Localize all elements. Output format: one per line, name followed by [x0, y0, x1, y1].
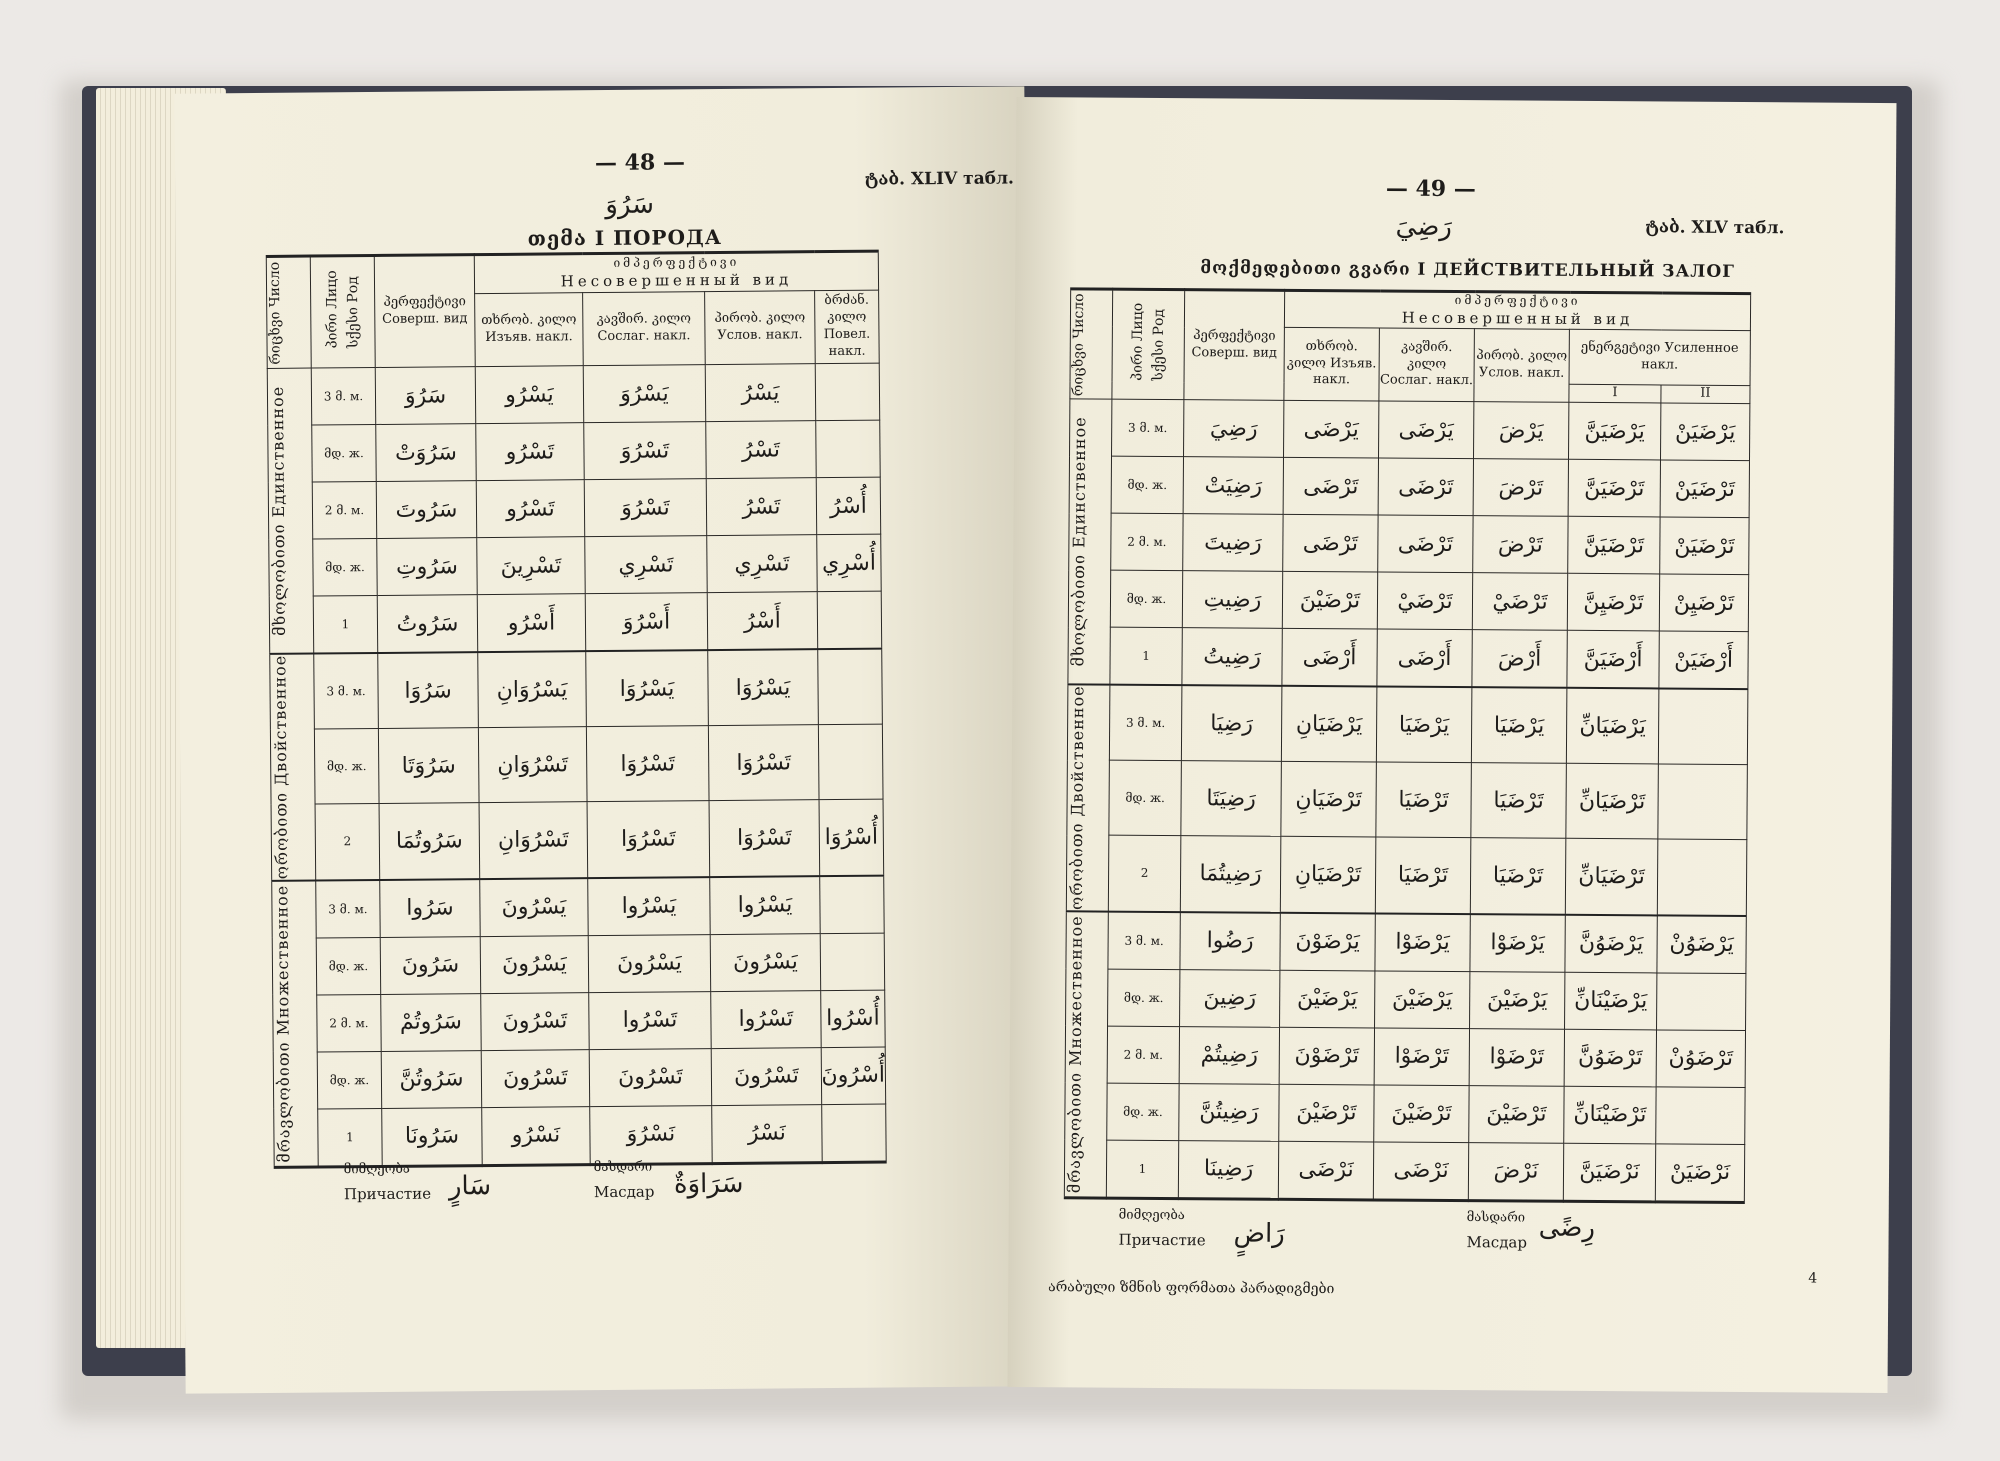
verb-form-cell: يَرْضَى [1379, 401, 1474, 459]
conjugation-table [1064, 287, 1751, 1203]
header-indicative: თხრობ. კილო Изъяв. накл. [475, 293, 584, 367]
verb-form-cell: يَرْضَى [1284, 400, 1379, 458]
verb-form-cell: يَرْضَيَانِّ [1566, 688, 1659, 764]
verb-form-cell: تَرْضَ [1473, 516, 1568, 574]
verb-form-cell: رَضِيتَ [1183, 514, 1283, 572]
verb-form-cell: يَسْرُونَ [588, 934, 710, 992]
participle-form: رَاضٍ [1233, 1218, 1285, 1249]
masdar-form: رِضًى [1538, 1212, 1596, 1244]
verb-form-cell: تَرْضَيَنْ [1660, 517, 1749, 575]
verb-form-cell: يَرْضَيْنَ [1280, 970, 1375, 1028]
verb-form-cell: يَرْضَيْنَ [1375, 970, 1470, 1028]
person-label: მდ. ж. [317, 1051, 381, 1109]
verb-form-cell [822, 1104, 887, 1163]
verb-form-cell: تَسْرِينَ [477, 537, 585, 595]
person-label: 3 მ. м. [316, 880, 380, 938]
participle-label: Причастие [1118, 1230, 1206, 1250]
verb-form-cell: يَرْضَ [1473, 402, 1568, 460]
verb-form-cell: رَضِيَ [1184, 400, 1284, 458]
table-row [273, 1047, 885, 1109]
person-label: 2 მ. м. [1107, 1026, 1179, 1084]
verb-form-cell: يَرْضَوُنْ [1657, 915, 1746, 973]
verb-form-cell: تَسْرُوَانِ [479, 802, 588, 879]
verb-form-cell: تَرْضَيَنْ [1660, 460, 1749, 518]
person-label: 3 მ. м. [314, 653, 379, 729]
verb-form-cell: سَرُوتُمْ [381, 993, 481, 1051]
participle-form: سَارٍ [448, 1171, 492, 1202]
verb-form-cell: يَرْضَيَنَّ [1568, 402, 1660, 460]
verb-form-cell: رَضُوا [1180, 912, 1280, 970]
verb-form-cell: تَسْرُوا [589, 991, 711, 1049]
table-row [1066, 911, 1746, 973]
person-label: 3 მ. м. [311, 367, 375, 425]
verb-form-cell: أَرْضَى [1282, 628, 1377, 686]
header-conditional: პირობ. კილო Услов. накл. [705, 291, 816, 365]
verb-form-cell: تَسْرُونَ [481, 1049, 589, 1107]
verb-form-cell: تَرْضَيْنَ [1469, 1085, 1564, 1143]
person-label: 1 [313, 595, 377, 653]
verb-form-cell: يَرْضَيَا [1376, 686, 1472, 762]
verb-form-cell: تَسْرُ [706, 478, 816, 536]
verb-form-cell: رَضِينَا [1178, 1140, 1278, 1199]
verb-form-cell: أُسْرُ [816, 477, 881, 535]
verb-form-cell [820, 875, 885, 933]
number-group-label: მრავლობითი Множественное [272, 880, 318, 1167]
header-imperfect: იმპერფექტივი Несовершенный вид [474, 251, 878, 294]
table-row [1066, 835, 1747, 915]
verb-form-cell [818, 649, 883, 725]
header-number: რიცხვი Число [266, 256, 311, 368]
verb-form-cell: تَسْرُونَ [481, 992, 589, 1050]
table-subtitle: თემა I ПОРОДА [527, 224, 723, 251]
verb-form-cell: يَسْرُوَانِ [478, 651, 587, 728]
head-verb: سَرُوَ [605, 189, 655, 220]
verb-form-cell: رَضِيَا [1181, 685, 1282, 761]
verb-form-cell: تَرْضَيَا [1375, 837, 1471, 913]
verb-form-cell: يَسْرُونَ [480, 878, 588, 936]
verb-form-cell: سَرُوَتْ [376, 424, 476, 482]
verb-form-cell: تَسْرُوَا [708, 725, 819, 801]
verb-form-cell: يَرْضَوْا [1375, 913, 1470, 971]
verb-form-cell: رَضِيتُمَا [1180, 836, 1281, 912]
table-row [268, 477, 880, 539]
verb-form-cell: سَرُوتِ [377, 538, 477, 596]
verb-form-cell: رَضِيتُ [1182, 628, 1282, 686]
verb-form-cell: تَسْرُوَا [709, 800, 820, 877]
person-label: 1 [318, 1108, 383, 1167]
header-perfect: პერფექტივი Соверш. вид [374, 255, 475, 368]
conjugation-table [266, 250, 887, 1169]
signature-mark: 4 [1808, 1270, 1818, 1287]
person-label: მდ. ж. [1111, 456, 1183, 514]
table-row [271, 799, 884, 880]
person-label: მდ. ж. [316, 937, 380, 995]
table-row [269, 534, 881, 596]
person-label: მდ. ж. [1109, 760, 1182, 836]
verb-form-cell: أُسْرُونَ [821, 1047, 886, 1105]
verb-form-cell: تَرْضَيْنَ [1279, 1084, 1374, 1142]
verb-form-cell [1657, 972, 1746, 1030]
participle-label-geo: მიმღეობა [1118, 1207, 1185, 1224]
verb-form-cell: نَرْضَيَنَّ [1563, 1143, 1655, 1202]
table-row [1067, 760, 1748, 840]
left-page [174, 86, 1035, 1393]
verb-form-cell: تَرْضَيْ [1472, 573, 1567, 631]
header-imperative: ბრძან. კილო Повел. накл. [815, 290, 880, 363]
header-imperfect: იმპერფექტივი Несовершенный вид [1284, 290, 1750, 330]
table-row [267, 363, 879, 425]
right-page [1008, 97, 1897, 1393]
table-row [1066, 968, 1746, 1030]
header-person-gender: პირი Лицо სქესი Род [1112, 289, 1185, 399]
verb-form-cell: سَرُونَا [382, 1107, 483, 1166]
verb-form-cell: نَرْضَى [1278, 1141, 1373, 1200]
verb-form-cell: تَرْضَوْنَ [1279, 1027, 1374, 1085]
participle-label: Причастие [343, 1184, 432, 1204]
verb-form-cell: تَرْضَى [1378, 458, 1473, 516]
person-label: მდ. ж. [1107, 1083, 1179, 1141]
verb-form-cell: رَضِيَتْ [1183, 457, 1283, 515]
verb-form-cell: رَضِيَتَا [1181, 761, 1282, 837]
verb-form-cell: يَسْرُوَا [708, 649, 819, 726]
verb-form-cell: يَرْضَيَا [1471, 687, 1567, 763]
table-row [268, 420, 880, 482]
verb-form-cell: تَرْضَيَا [1471, 763, 1567, 839]
person-label: მდ. ж. [312, 424, 376, 482]
header-subjunctive: კავშირ. კილო Сослаг. накл. [583, 292, 706, 366]
verb-form-cell [820, 933, 885, 991]
verb-form-cell: أَرْضَى [1377, 629, 1472, 687]
verb-form-cell: أُسْرُوا [821, 990, 886, 1048]
verb-form-cell: تَسْرُوَ [584, 479, 706, 537]
verb-form-cell: تَرْضَيَانِ [1280, 837, 1376, 913]
table-row [1065, 1025, 1745, 1087]
table-reference: ტაბ. XLV табл. [1645, 217, 1785, 239]
verb-form-cell: أُسْرُوَا [819, 799, 884, 875]
verb-form-cell: يَرْضَيْنَانِّ [1565, 972, 1657, 1030]
verb-form-cell: تَرْضَى [1378, 515, 1473, 573]
verb-form-cell: نَرْضَيَنْ [1655, 1143, 1744, 1202]
verb-form-cell: تَرْضَيَانِّ [1565, 839, 1658, 915]
header-indicative: თხრობ. კილო Изъяв. накл. [1284, 327, 1380, 401]
verb-form-cell: يَسْرُوا [710, 876, 820, 934]
table-row [274, 1104, 886, 1167]
verb-form-cell: تَسْرُوَا [587, 801, 710, 878]
verb-form-cell [1657, 839, 1747, 915]
verb-form-cell: تَرْضَيْنَ [1282, 571, 1377, 629]
number-group-label: ორობითი Двойственное [270, 654, 316, 881]
verb-form-cell: تَرْضَيِنَّ [1567, 573, 1659, 631]
number-group-label: მრავლობითი Множественное [1064, 911, 1108, 1198]
person-label: 3 მ. м. [1108, 911, 1180, 969]
verb-form-cell: تَرْضَيَا [1470, 838, 1566, 914]
person-label: მდ. ж. [313, 538, 377, 596]
masdar-label: Масдар [593, 1182, 655, 1202]
table-row [1068, 570, 1748, 632]
verb-form-cell: تَسْرُوَا [586, 726, 709, 802]
verb-form-cell: يَسْرُوَا [586, 650, 709, 727]
header-energetic: ენერგეტივი Усиленное накл. [1569, 329, 1750, 385]
masdar-label: Масдар [1466, 1233, 1528, 1252]
verb-form-cell: رَضِينَ [1180, 969, 1280, 1027]
verb-form-cell: تَرْضَوْا [1374, 1027, 1469, 1085]
verb-form-cell: يَسْرُ [705, 364, 815, 422]
person-label: 2 მ. м. [312, 481, 376, 539]
person-label: 3 მ. м. [1109, 685, 1182, 761]
verb-form-cell: رَضِيتُمْ [1179, 1026, 1279, 1084]
person-label: 2 მ. м. [317, 994, 381, 1052]
verb-form-cell: يَسْرُوَ [583, 365, 705, 423]
verb-form-cell: أُسْرِي [817, 534, 882, 592]
table-row [273, 990, 885, 1052]
number-group-label: მხოლობითი Единственное [1068, 399, 1112, 685]
participle-label-geo: მიმღეობა [343, 1161, 410, 1178]
verb-form-cell [815, 363, 880, 421]
header-perfect: პერფექტივი Соверш. вид [1184, 290, 1285, 401]
header-number: რიცხვი Число [1070, 289, 1113, 399]
bottom-note: არაბული ზმნის ფორმათა პარადიგმები [1048, 1279, 1335, 1298]
verb-form-cell: تَسْرُوا [711, 990, 821, 1048]
verb-form-cell: أَسْرُ [707, 592, 817, 650]
page-number: — 49 — [1385, 175, 1476, 203]
verb-form-cell: يَسْرُو [475, 366, 583, 424]
verb-form-cell: أَسْرُوَ [585, 593, 707, 652]
verb-form-cell: تَسْرُو [476, 423, 584, 481]
verb-form-cell: نَرْضَ [1468, 1142, 1563, 1201]
person-label: მდ. ж. [1108, 969, 1180, 1027]
verb-form-cell: سَرُوتَ [376, 481, 476, 539]
verb-form-cell: يَرْضَيَنْ [1660, 403, 1749, 461]
header-energetic-2: II [1661, 385, 1750, 404]
table-row [270, 724, 883, 804]
verb-form-cell: يَسْرُونَ [480, 935, 588, 993]
verb-form-cell: تَسْرُونَ [589, 1048, 711, 1106]
verb-form-cell: تَرْضَيِنْ [1659, 574, 1748, 632]
header-person-gender: პირი Лицо სქესი Род [310, 255, 375, 368]
header-conditional: პირობ. კილო Услов. накл. [1474, 329, 1570, 403]
person-label: 3 მ. м. [1112, 399, 1184, 457]
verb-form-cell: تَسْرُوَ [584, 422, 706, 480]
verb-form-cell: سَرُوا [380, 879, 480, 937]
person-label: მდ. ж. [1110, 570, 1182, 628]
verb-form-cell: تَسْرِي [707, 535, 817, 593]
verb-form-cell: تَرْضَى [1283, 457, 1378, 515]
verb-form-cell: أَسْرُو [477, 594, 585, 652]
table-row [1069, 513, 1749, 575]
verb-form-cell: يَرْضَوْا [1470, 914, 1565, 972]
verb-form-cell: تَرْضَوْا [1469, 1028, 1564, 1086]
person-label: 1 [1110, 627, 1182, 685]
head-verb: رَضِيَ [1395, 211, 1453, 242]
verb-form-cell: تَرْضَيْنَ [1374, 1084, 1469, 1142]
verb-form-cell: يَرْضَوْنَ [1280, 912, 1375, 970]
verb-form-cell: رَضِيتِ [1182, 571, 1282, 629]
header-subjunctive: კავშირ. კილო Сослаг. накл. [1379, 328, 1475, 402]
verb-form-cell: يَرْضَوُنَّ [1565, 914, 1657, 972]
verb-form-cell: سَرُونَ [380, 936, 480, 994]
verb-form-cell: تَرْضَوُنْ [1656, 1029, 1745, 1087]
verb-form-cell: أَرْضَيَنَّ [1567, 630, 1659, 688]
verb-form-cell: أَرْضَ [1472, 630, 1567, 688]
number-group-label: ორობითი Двойственное [1066, 684, 1110, 911]
verb-form-cell: سَرُوَتَا [378, 728, 479, 804]
verb-form-cell: سَرُوتُ [377, 595, 477, 653]
verb-form-cell: يَسْرُوا [588, 877, 710, 936]
verb-form-cell: تَسْرُو [476, 480, 584, 538]
verb-form-cell: رَضِيتُنَّ [1179, 1083, 1279, 1141]
verb-form-cell: تَرْضَيَا [1376, 762, 1472, 838]
verb-form-cell [1658, 764, 1748, 840]
verb-form-cell: تَسْرُ [706, 421, 816, 479]
table-row [1067, 684, 1748, 764]
person-label: 1 [1106, 1140, 1178, 1199]
table-subtitle: მოქმედებითი გვარი I ДЕЙСТВИТЕЛЬНЫЙ ЗАЛОГ [1200, 258, 1735, 282]
verb-form-cell: تَسْرُونَ [711, 1047, 821, 1105]
table-row [1064, 1139, 1744, 1202]
table-row [1068, 627, 1748, 689]
verb-form-cell [817, 591, 882, 649]
verb-form-cell: تَرْضَيْ [1377, 572, 1472, 630]
verb-form-cell: سَرُوَا [378, 652, 479, 729]
verb-form-cell [816, 420, 881, 478]
verb-form-cell: نَسْرُ [712, 1104, 823, 1163]
verb-form-cell: سَرُوتُنَّ [381, 1050, 481, 1108]
table-row [272, 875, 884, 938]
table-row [1065, 1082, 1745, 1144]
verb-form-cell: يَرْضَيْنَ [1470, 971, 1565, 1029]
verb-form-cell: نَرْضَى [1373, 1141, 1468, 1200]
verb-form-cell: تَرْضَيَانِّ [1566, 764, 1659, 840]
person-label: მდ. ж. [314, 729, 379, 805]
verb-form-cell: تَسْرِي [585, 536, 707, 594]
verb-form-cell [1656, 1086, 1745, 1144]
person-label: 2 [315, 804, 380, 880]
verb-form-cell: تَرْضَ [1473, 459, 1568, 517]
verb-form-cell: سَرُوَ [375, 367, 475, 425]
verb-form-cell: يَرْضَيَانِ [1281, 686, 1377, 762]
table-row [272, 933, 884, 995]
table-row [269, 591, 881, 654]
verb-form-cell: تَرْضَوُنَّ [1564, 1029, 1656, 1087]
header-energetic-1: I [1569, 384, 1661, 403]
table-row [270, 649, 883, 730]
masdar-label-geo: მასდარი [593, 1159, 653, 1176]
verb-form-cell [1658, 688, 1748, 764]
number-group-label: მხოლობითი Единственное [267, 368, 313, 654]
verb-form-cell: تَرْضَيَنَّ [1568, 516, 1660, 574]
verb-form-cell: تَرْضَى [1283, 514, 1378, 572]
verb-form-cell: يَسْرُونَ [710, 933, 820, 991]
verb-form-cell: تَرْضَيْنَانِّ [1564, 1086, 1656, 1144]
verb-form-cell: نَسْرُوَ [590, 1105, 713, 1164]
verb-form-cell: تَرْضَيَانِ [1281, 762, 1377, 838]
person-label: 2 მ. м. [1111, 513, 1183, 571]
verb-form-cell [818, 724, 883, 800]
page-number: — 48 — [594, 149, 686, 177]
table-row [1070, 399, 1750, 461]
masdar-form: سَرَاوَةٌ [673, 1168, 744, 1200]
table-row [1069, 456, 1749, 518]
verb-form-cell: سَرُوتُمَا [379, 803, 480, 880]
verb-form-cell: تَسْرُوَانِ [478, 727, 587, 803]
masdar-label-geo: მასდარი [1466, 1210, 1526, 1226]
verb-form-cell: أَرْضَيَنْ [1659, 631, 1748, 689]
person-label: 2 [1108, 835, 1181, 911]
verb-form-cell: تَرْضَيَنَّ [1568, 459, 1660, 517]
table-reference: ტაბ. XLIV табл. [865, 168, 1015, 190]
verb-form-cell: نَسْرُو [482, 1106, 591, 1165]
